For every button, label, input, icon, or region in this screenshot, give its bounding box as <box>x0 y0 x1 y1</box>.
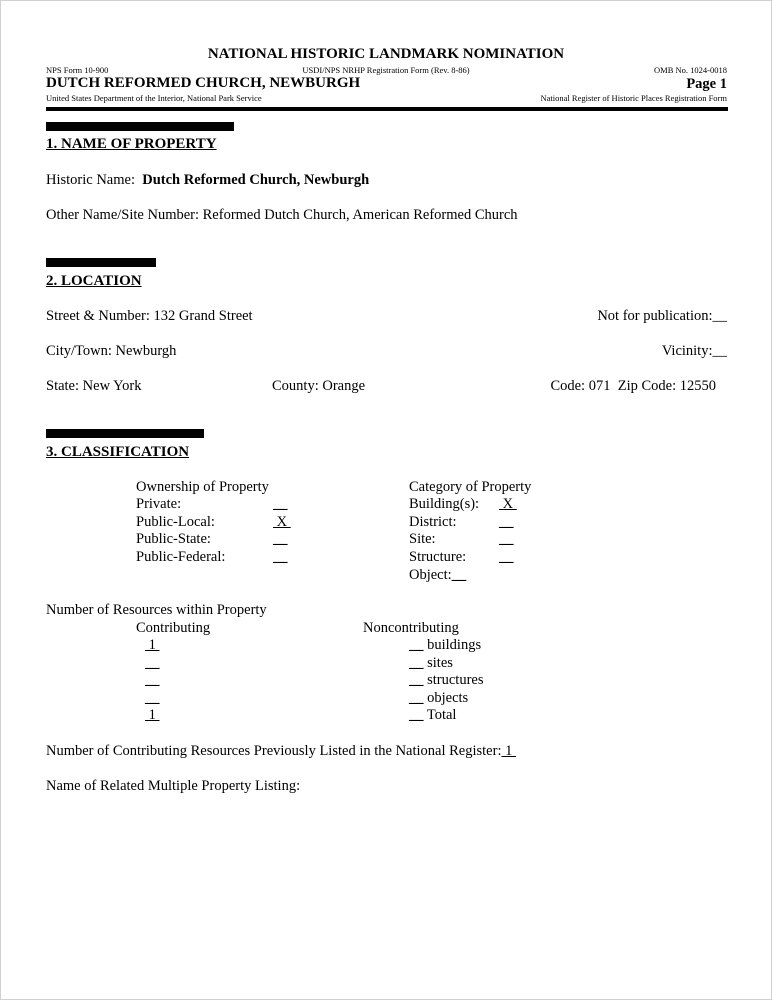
ownership-label: Public-State: <box>136 531 211 547</box>
other-name-row <box>46 207 518 224</box>
contributing-total: 1 <box>145 707 160 723</box>
resource-type: structures <box>427 672 484 688</box>
section-bar <box>46 429 204 438</box>
noncontributing-count: __ <box>409 707 424 723</box>
other-name-value: Reformed Dutch Church, American Reformed Church <box>202 207 518 223</box>
ownership-mark: __ <box>273 496 288 512</box>
object-row <box>409 567 466 584</box>
noncontributing-count: __ <box>409 655 424 671</box>
category-label: Structure: <box>409 549 467 565</box>
previously-listed-label: Number of Contributing Resources Previously Listed in the National Register: <box>46 743 502 759</box>
multiple-listing-label: Name of Related Multiple Property Listing: <box>46 778 301 794</box>
ownership-label: Public-Federal: <box>136 549 226 565</box>
historic-name-label: Historic Name: <box>46 172 135 188</box>
noncontributing-heading: Noncontributing <box>363 620 459 636</box>
category-mark: __ <box>499 549 514 565</box>
contributing-count: __ <box>145 672 160 688</box>
vicinity-value: __ <box>712 343 727 359</box>
contributing-count: __ <box>145 655 160 671</box>
state-value: New York <box>82 378 142 394</box>
section-bar <box>46 122 234 131</box>
not-for-publication-value: __ <box>712 308 727 324</box>
street-row <box>46 308 253 325</box>
category-heading: Category of Property <box>409 479 532 495</box>
noncontributing-row <box>409 690 468 707</box>
street-label: Street & Number: <box>46 308 150 324</box>
resource-type: Total <box>426 707 457 723</box>
category-label: Building(s): <box>409 496 480 512</box>
city-value: Newburgh <box>115 343 177 359</box>
contributing-count: 1 <box>145 637 160 653</box>
noncontributing-count: __ <box>409 672 424 688</box>
previously-listed-value: 1 <box>501 743 516 759</box>
form-title: NATIONAL HISTORIC LANDMARK NOMINATION <box>207 46 565 62</box>
other-name-label: Other Name/Site Number: <box>46 207 200 223</box>
object-label: Object: <box>409 567 452 583</box>
ownership-label: Public-Local: <box>136 514 215 530</box>
resources-heading: Number of Resources within Property <box>46 602 267 618</box>
noncontributing-count: __ <box>409 690 424 706</box>
code-row <box>550 378 716 395</box>
resource-type: sites <box>427 655 453 671</box>
code-label: Code: <box>550 378 586 394</box>
contributing-heading: Contributing <box>136 620 211 636</box>
noncontributing-row <box>409 707 456 724</box>
state-row <box>46 378 141 395</box>
header-rule <box>46 107 728 111</box>
register-form-name: National Register of Historic Places Registration Form <box>540 93 727 103</box>
category-mark: __ <box>499 514 514 530</box>
category-mark: __ <box>499 531 514 547</box>
ownership-mark: X <box>273 514 291 530</box>
historic-name-value: Dutch Reformed Church, Newburgh <box>142 172 370 188</box>
noncontributing-count: __ <box>409 637 424 653</box>
section-heading-location: 2. LOCATION <box>46 273 142 289</box>
code-value: 071 <box>588 378 611 394</box>
form-number: NPS Form 10-900 <box>46 65 109 75</box>
section-heading-name: 1. NAME OF PROPERTY <box>46 136 217 152</box>
section-heading-classification: 3. CLASSIFICATION <box>46 444 190 460</box>
omb-number: OMB No. 1024-0018 <box>654 65 727 75</box>
ownership-mark: __ <box>273 531 288 547</box>
county-row <box>272 378 365 395</box>
city-row <box>46 343 176 360</box>
not-for-publication-row <box>597 308 727 325</box>
ownership-label: Private: <box>136 496 182 512</box>
zip-label: Zip Code: <box>617 378 677 394</box>
ownership-heading: Ownership of Property <box>136 479 269 495</box>
not-for-publication-label: Not for publication: <box>597 308 713 324</box>
noncontributing-row <box>409 637 481 654</box>
city-label: City/Town: <box>46 343 112 359</box>
noncontributing-row <box>409 672 484 689</box>
page-number: Page 1 <box>686 76 727 92</box>
contributing-count: __ <box>145 690 160 706</box>
historic-name-row <box>46 172 369 189</box>
county-label: County: <box>272 378 319 394</box>
county-value: Orange <box>322 378 366 394</box>
noncontributing-row <box>409 655 453 672</box>
vicinity-label: Vicinity: <box>661 343 713 359</box>
section-bar <box>46 258 156 267</box>
category-label: Site: <box>409 531 436 547</box>
object-mark: __ <box>451 567 467 583</box>
street-value: 132 Grand Street <box>153 308 253 324</box>
previously-listed-row <box>46 743 516 760</box>
state-label: State: <box>46 378 80 394</box>
zip-value: 12550 <box>679 378 716 394</box>
category-mark: X <box>499 496 517 512</box>
resource-type: objects <box>427 690 469 706</box>
registration-form: USDI/NPS NRHP Registration Form (Rev. 8-86) <box>302 65 470 75</box>
category-label: District: <box>409 514 457 530</box>
vicinity-row <box>662 343 727 360</box>
property-title: DUTCH REFORMED CHURCH, NEWBURGH <box>46 75 361 91</box>
department: United States Department of the Interior, National Park Service <box>46 93 262 103</box>
ownership-mark: __ <box>273 549 288 565</box>
resource-type: buildings <box>427 637 482 653</box>
